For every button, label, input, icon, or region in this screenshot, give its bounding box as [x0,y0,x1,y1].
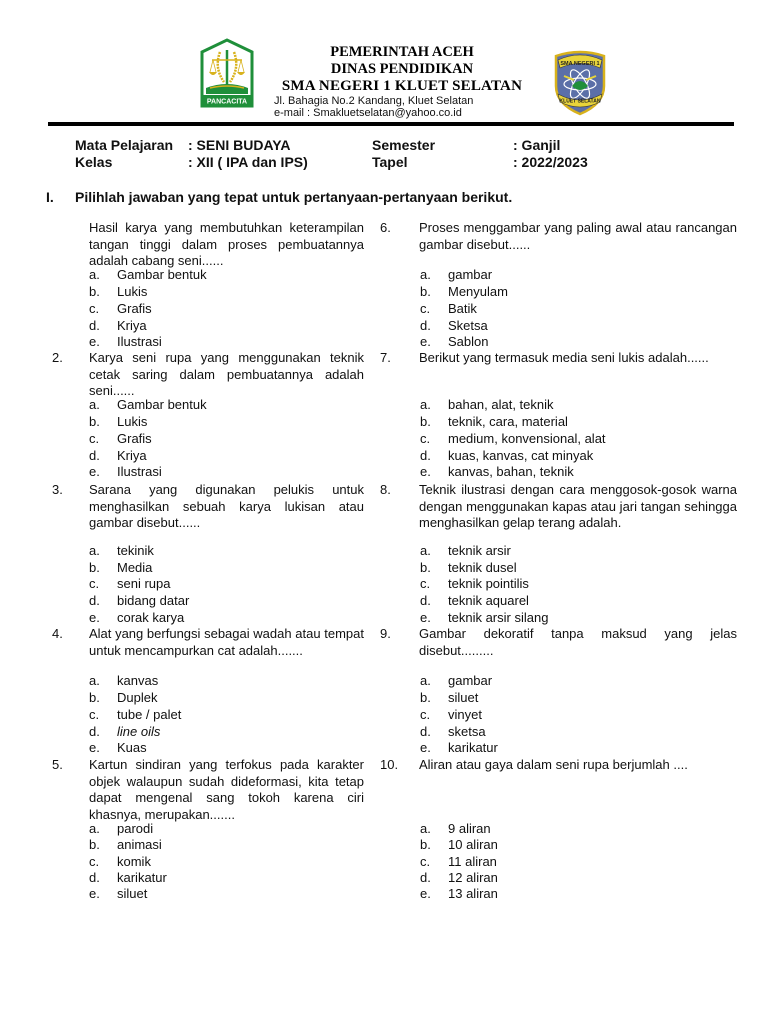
option-letter: a. [89,673,100,688]
option-text: Media [117,560,153,575]
option-letter: c. [89,576,100,591]
question-text: Hasil karya yang membutuhkan keterampilan tangan tinggi dalam proses pembuatannya adalah cabang seni...... [89,220,364,268]
letterhead-school-name: SMA NEGERI 1 KLUET SELATAN [281,78,523,94]
question-text: Berikut yang termasuk media seni lukis adalah...... [419,350,709,365]
option-letter: d. [89,318,100,333]
option-text: Sablon [448,334,489,349]
option-text: seni rupa [117,576,171,591]
option-text: kanvas [117,673,159,688]
option-text: Ilustrasi [117,464,162,479]
year-label: Tapel [372,154,408,170]
question-number: 2. [52,350,63,365]
option-text: Sketsa [448,318,488,333]
option-text: teknik, cara, material [448,414,568,429]
subject-value: : SENI BUDAYA [188,137,291,153]
option-text: medium, konvensional, alat [448,431,606,446]
option-letter: e. [420,740,431,755]
option-letter: e. [89,464,100,479]
option-letter: d. [89,448,100,463]
option-letter: d. [89,593,100,608]
option-letter: b. [420,690,431,705]
option-letter: b. [420,284,431,299]
option-letter: e. [420,334,431,349]
semester-value: : Ganjil [513,137,561,153]
question-text: Gambar dekoratif tanpa maksud yang jelas disebut......... [419,626,737,658]
question-text: Teknik ilustrasi dengan cara menggosok-gosok warna dengan menggunakan kapas atau jari tangan sehingga menghasilkan gelap terang adalah. [419,482,737,530]
option-text: 13 aliran [448,886,498,901]
option-text: teknik arsir [448,543,511,558]
letterhead-email: e-mail : Smakluetselatan@yahoo.co.id [274,107,462,119]
option-text: corak karya [117,610,185,625]
class-value: : XII ( IPA dan IPS) [188,154,308,170]
option-text: Duplek [117,690,158,705]
option-letter: a. [420,267,431,282]
letterhead-address: Jl. Bahagia No.2 Kandang, Kluet Selatan [274,95,474,107]
option-letter: d. [420,593,431,608]
option-text: komik [117,854,151,869]
option-text: 10 aliran [448,837,498,852]
question-number: 3. [52,482,63,497]
option-letter: b. [420,837,431,852]
option-text: sketsa [448,724,486,739]
option-letter: c. [420,301,431,316]
question-text: Alat yang berfungsi sebagai wadah atau tempat untuk mencampurkan cat adalah....... [89,626,364,658]
option-text: Gambar bentuk [117,267,207,282]
option-text: Ilustrasi [117,334,162,349]
letterhead-divider [48,122,734,126]
class-label: Kelas [75,154,113,170]
option-letter: b. [89,284,100,299]
option-text: 12 aliran [448,870,498,885]
letterhead [262,44,542,119]
option-text: bidang datar [117,593,190,608]
question-text: Proses menggambar yang paling awal atau rancangan gambar disebut...... [419,220,737,252]
option-letter: b. [89,837,100,852]
option-letter: c. [420,707,431,722]
option-letter: d. [420,318,431,333]
option-text: Grafis [117,431,152,446]
option-text: teknik aquarel [448,593,529,608]
option-text: line oils [117,724,161,739]
option-letter: c. [420,576,431,591]
option-text: kanvas, bahan, teknik [448,464,574,479]
option-text: tekinik [117,543,154,558]
option-text: animasi [117,837,162,852]
year-value: : 2022/2023 [513,154,588,170]
subject-label: Mata Pelajaran [75,137,174,153]
option-letter: a. [420,543,431,558]
option-text: bahan, alat, teknik [448,397,554,412]
option-text: tube / palet [117,707,182,722]
option-text: gambar [448,673,493,688]
option-text: 9 aliran [448,821,491,836]
option-letter: a. [89,821,100,836]
option-text: karikatur [117,870,167,885]
option-letter: e. [89,740,100,755]
option-letter: e. [89,610,100,625]
option-text: siluet [117,886,148,901]
option-letter: c. [89,301,100,316]
option-letter: d. [89,724,100,739]
option-text: kuas, kanvas, cat minyak [448,448,594,463]
section-number: I. [46,189,54,205]
question-number: 4. [52,626,63,641]
question-text: Aliran atau gaya dalam seni rupa berjumlah .... [419,757,688,772]
option-letter: e. [89,334,100,349]
option-letter: e. [89,886,100,901]
option-text: teknik arsir silang [448,610,549,625]
option-letter: c. [420,431,431,446]
option-text: Kriya [117,318,147,333]
badge-bottom-text: KLUET SELATAN [559,98,601,105]
option-text: Menyulam [448,284,508,299]
option-text: Grafis [117,301,152,316]
option-text: gambar [448,267,493,282]
semester-label: Semester [372,137,436,153]
option-letter: b. [89,690,100,705]
option-text: 11 aliran [448,854,497,869]
letterhead-department: DINAS PENDIDIKAN [330,61,474,77]
question-text: Kartun sindiran yang terfokus pada karakter objek walaupun sudah dideformasi, kita tetap dapat mengenal sang tokoh karena ciri khasnya, merupakan....... [89,757,364,822]
option-letter: d. [420,448,431,463]
question-number: 5. [52,757,63,772]
question-number: 9. [380,626,391,641]
option-letter: e. [420,886,431,901]
option-letter: d. [89,870,100,885]
option-text: vinyet [448,707,482,722]
option-letter: c. [420,854,431,869]
option-text: teknik pointilis [448,576,529,591]
option-text: siluet [448,690,479,705]
option-letter: c. [89,431,100,446]
section-instruction: Pilihlah jawaban yang tepat untuk pertanyaan-pertanyaan berikut. [75,189,513,205]
exam-identity [0,137,768,171]
question-number: 10. [380,757,399,772]
question-number: 8. [380,482,391,497]
option-letter: e. [420,464,431,479]
option-text: Kriya [117,448,147,463]
option-letter: e. [420,610,431,625]
option-text: Kuas [117,740,147,755]
option-letter: d. [420,870,431,885]
option-letter: b. [89,414,100,429]
question-number: 6. [380,220,391,235]
question-text: Sarana yang digunakan pelukis untuk menghasilkan sebuah karya lukisan atau gambar disebut...... [89,482,364,530]
option-letter: b. [420,560,431,575]
option-text: Lukis [117,284,148,299]
option-letter: a. [89,267,100,282]
question-number: 7. [380,350,391,365]
option-letter: b. [89,560,100,575]
option-text: karikatur [448,740,498,755]
option-letter: a. [420,673,431,688]
option-letter: a. [89,543,100,558]
badge-top-text: SMA NEGERI 1 [560,61,600,67]
option-letter: a. [420,397,431,412]
option-text: parodi [117,821,154,836]
emblem-caption: PANCACITA [206,98,248,106]
option-letter: c. [89,707,100,722]
option-text: Gambar bentuk [117,397,207,412]
option-letter: b. [420,414,431,429]
option-text: Batik [448,301,477,316]
option-text: Lukis [117,414,148,429]
option-letter: d. [420,724,431,739]
letterhead-government: PEMERINTAH ACEH [330,44,474,60]
school-badge-logo [550,46,610,116]
option-letter: a. [89,397,100,412]
aceh-emblem-logo [198,38,256,110]
option-letter: c. [89,854,100,869]
question-text: Karya seni rupa yang menggunakan teknik cetak saring dalam pembuatannya adalah seni...... [89,350,364,398]
option-text: teknik dusel [448,560,517,575]
option-letter: a. [420,821,431,836]
